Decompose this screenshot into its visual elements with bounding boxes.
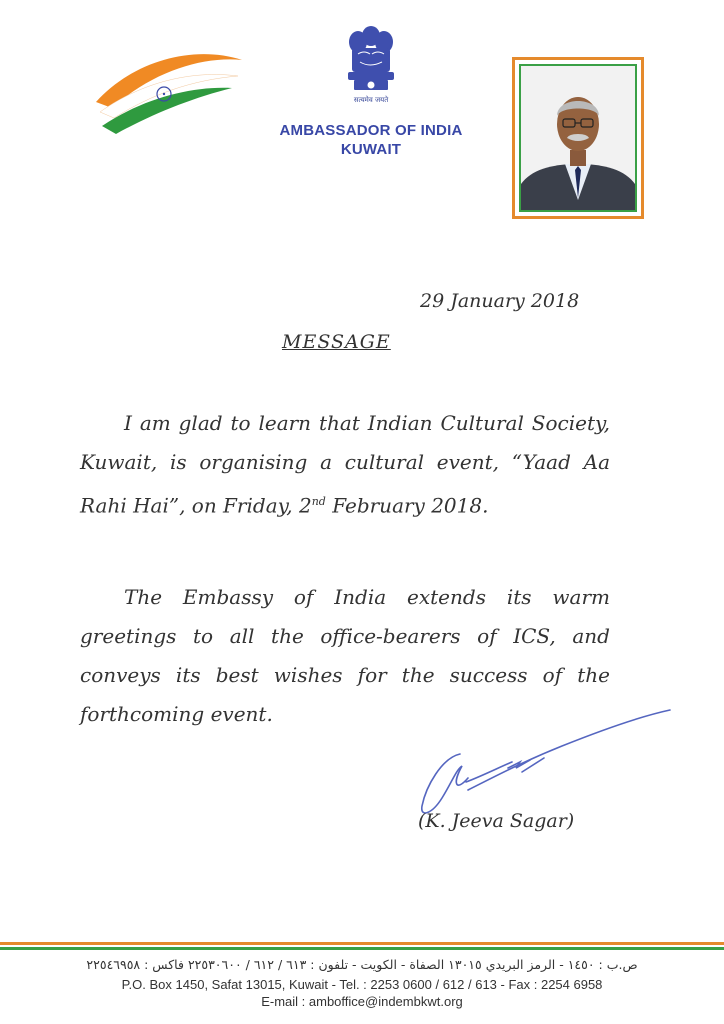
- signature: [412, 706, 674, 826]
- paragraph-1-text-end: February 2018.: [325, 493, 489, 518]
- letter-heading: MESSAGE: [282, 331, 391, 353]
- footer-address: P.O. Box 1450, Safat 13015, Kuwait - Tel. : 2253 0600 / 612 / 613 - Fax : 2254 6958: [121, 977, 603, 992]
- title-line-ambassador: AMBASSADOR OF INDIA: [279, 122, 463, 139]
- paragraph-2-text: The Embassy of India extends its warm greetings to all the office-bearers of ICS, and conveys its best wishes for the success of the forthcoming event.: [80, 585, 610, 726]
- ambassador-portrait: [521, 66, 635, 210]
- footer-rule-saffron: [0, 942, 724, 945]
- title-line-country: KUWAIT: [340, 141, 402, 158]
- emblem-motto: सत्यमेव जयते: [353, 96, 389, 104]
- footer-email: E-mail : amboffice@indembkwt.org: [261, 994, 463, 1009]
- tricolor-swoosh-logo: [92, 42, 244, 136]
- paragraph-1-text: I am glad to learn that Indian Cultural Society, Kuwait, is organising a cultural event, “Yaad Aa Rahi Hai”, on Friday, 2: [80, 411, 610, 518]
- letter-date: 29 January 2018: [420, 290, 580, 312]
- footer-address-arabic: ص.ب : ١٤٥٠ - الرمز البريدي ١٣٠١٥ الصفاة - الكويت - تلفون : ٦١٣ / ٦١٢ / ٢٢٥٣٠٦٠٠ فاكس : ٢٢٥٤٦٩٥٨: [86, 957, 638, 972]
- page-title: [260, 121, 482, 159]
- footer-rule-green: [0, 947, 724, 950]
- ordinal-suffix: nd: [311, 495, 326, 508]
- signer-name: (K. Jeeva Sagar): [418, 810, 575, 832]
- letter-paragraph-1: [80, 404, 610, 526]
- portrait-frame: [512, 57, 644, 219]
